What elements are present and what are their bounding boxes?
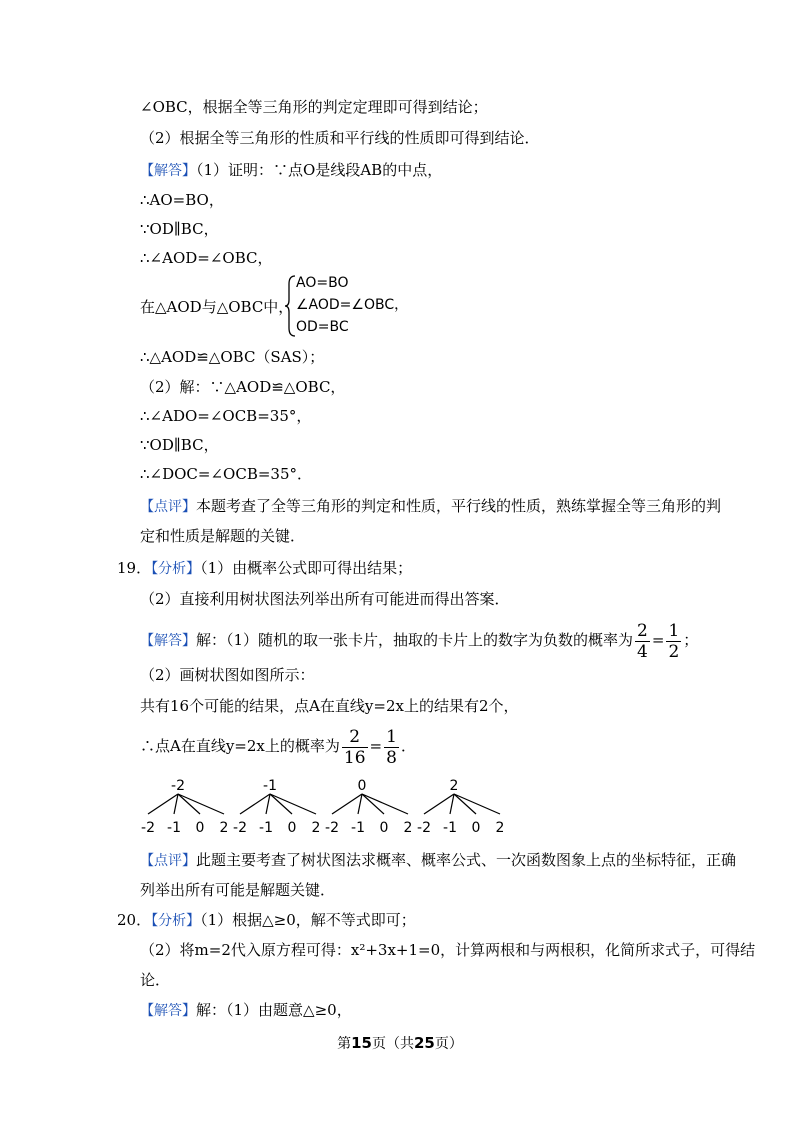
text-span: 解：（1）随机的取一张卡片，抽取的卡片上的数字为负数的概率为	[196, 631, 634, 649]
question-number: 20．	[117, 911, 152, 929]
review-tag: 【点评】	[140, 499, 196, 515]
tree-branch	[270, 794, 316, 814]
tree-leaf-label: -1	[443, 820, 457, 836]
text-span: ；	[683, 631, 699, 649]
text-line: （2）解：∵△AOD≌△OBC，	[140, 378, 346, 396]
tree-leaf-label: 0	[379, 820, 389, 836]
text-span: （1）由概率公式即可得出结果；	[200, 559, 413, 577]
text-line	[117, 910, 416, 931]
tree-leaf-label: 2	[403, 820, 413, 836]
text-line: ∴△AOD≌△OBC（SAS）；	[140, 348, 325, 366]
tree-leaf-label: -1	[259, 820, 273, 836]
text-line: 在△AOD与△OBC中，	[140, 298, 294, 316]
text-line: （2）画树状图如图所示：	[140, 666, 315, 684]
text-span: 此题主要考查了树状图法求概率、概率公式、一次函数图象上点的坐标特征，正确	[196, 851, 737, 869]
footer-text: 页（共	[372, 1036, 414, 1052]
equals-sign: =	[651, 631, 665, 649]
text-line: ∵OD∥BC，	[140, 436, 219, 454]
text-line: ∴∠DOC=∠OCB=35°．	[140, 465, 313, 483]
tree-branch	[362, 794, 408, 814]
analysis-tag: 【分析】	[151, 561, 201, 577]
fraction	[666, 621, 681, 662]
text-line	[140, 160, 442, 181]
tree-leaf-label: 0	[287, 820, 297, 836]
fraction-denominator: 2	[668, 641, 680, 662]
tree-branch	[178, 794, 224, 814]
tree-root-label: -1	[263, 778, 277, 794]
fraction-denominator: 8	[386, 747, 397, 768]
tree-branch	[454, 794, 476, 814]
total-pages: 25	[414, 1034, 435, 1052]
text-span: ∴点A在直线y=2x上的概率为	[140, 737, 340, 755]
fraction	[635, 621, 650, 662]
tree-leaf-label: -1	[167, 820, 181, 836]
text-line: 共有16个可能的结果，点A在直线y=2x上的结果有2个，	[140, 697, 519, 715]
tree-branch	[424, 794, 454, 814]
tree-root-label: -2	[171, 778, 185, 794]
analysis-tag: 【分析】	[151, 913, 201, 929]
text-line: 列举出所有可能是解题关键．	[140, 881, 336, 899]
tree-root-label: 2	[449, 778, 459, 794]
tree-diagram	[130, 772, 510, 836]
fraction	[342, 727, 368, 768]
tree-branch	[450, 794, 454, 814]
footer-text: 页）	[434, 1036, 463, 1052]
tree-branch	[240, 794, 270, 814]
fraction	[384, 727, 399, 768]
tree-branch	[174, 794, 178, 814]
tree-leaf-label: -2	[417, 820, 431, 836]
text-line: ∴∠AOD=∠OBC，	[140, 249, 273, 267]
tree-leaf-label: 0	[195, 820, 205, 836]
text-line	[117, 558, 412, 579]
system-line: AO=BO	[296, 275, 349, 291]
tree-branch	[178, 794, 200, 814]
text-line	[140, 1000, 352, 1021]
text-line: ∵OD∥BC，	[140, 220, 219, 238]
text-span: （1）根据△≥0，解不等式即可；	[200, 911, 416, 929]
text-span: （1）证明：∵点O是线段AB的中点，	[196, 161, 443, 179]
text-span: 解：（1）由题意△≥0，	[196, 1001, 352, 1019]
equals-sign: =	[369, 737, 383, 755]
text-line	[140, 620, 698, 662]
text-span: 本题考查了全等三角形的判定和性质，平行线的性质，熟练掌握全等三角形的判	[196, 497, 722, 515]
text-span: ．	[400, 737, 416, 755]
fraction-numerator: 2	[342, 727, 368, 748]
tree-leaf-label: -2	[233, 820, 247, 836]
tree-branch	[266, 794, 270, 814]
tree-leaf-label: 2	[311, 820, 321, 836]
system-line: ∠AOD=∠OBC，	[296, 297, 409, 313]
fraction-denominator: 16	[343, 747, 366, 768]
fraction-denominator: 4	[637, 641, 648, 662]
text-line	[140, 850, 736, 871]
text-line: ∠OBC，根据全等三角形的判定定理即可得到结论；	[140, 98, 488, 116]
tree-branch	[270, 794, 292, 814]
tree-branch	[362, 794, 384, 814]
text-line: （2）直接利用树状图法列举出所有可能进而得出答案．	[140, 590, 510, 608]
text-line: 论．	[140, 971, 171, 989]
page-footer	[0, 1033, 800, 1053]
system-line: OD=BC	[296, 319, 349, 335]
text-line: ∴AO=BO，	[140, 191, 224, 209]
text-line	[140, 496, 721, 517]
text-line: （2）根据全等三角形的性质和平行线的性质即可得到结论．	[140, 129, 540, 147]
text-line: 定和性质是解题的关键．	[140, 527, 306, 545]
question-number: 19．	[117, 559, 152, 577]
answer-tag: 【解答】	[140, 163, 196, 179]
tree-leaf-label: -1	[351, 820, 365, 836]
text-line: ∴∠ADO=∠OCB=35°，	[140, 407, 312, 425]
tree-leaf-label: 0	[471, 820, 481, 836]
review-tag: 【点评】	[140, 853, 196, 869]
text-line: （2）将m=2代入原方程可得：x²+3x+1=0，计算两根和与两根积，化简所求式子，可得结	[140, 941, 756, 959]
answer-tag: 【解答】	[140, 633, 196, 649]
footer-text: 第	[337, 1036, 352, 1052]
fraction-numerator: 2	[637, 620, 648, 641]
tree-leaf-label: 2	[495, 820, 505, 836]
answer-tag: 【解答】	[140, 1003, 196, 1019]
tree-branch	[148, 794, 178, 814]
tree-leaf-label: 2	[219, 820, 229, 836]
tree-leaf-label: -2	[141, 820, 155, 836]
tree-leaf-label: -2	[325, 820, 339, 836]
tree-branch	[358, 794, 362, 814]
page-number: 15	[351, 1034, 372, 1052]
text-line	[140, 726, 416, 768]
tree-branch	[332, 794, 362, 814]
tree-root-label: 0	[357, 778, 367, 794]
fraction-numerator: 1	[386, 726, 397, 747]
tree-branch	[454, 794, 500, 814]
fraction-numerator: 1	[668, 620, 680, 641]
